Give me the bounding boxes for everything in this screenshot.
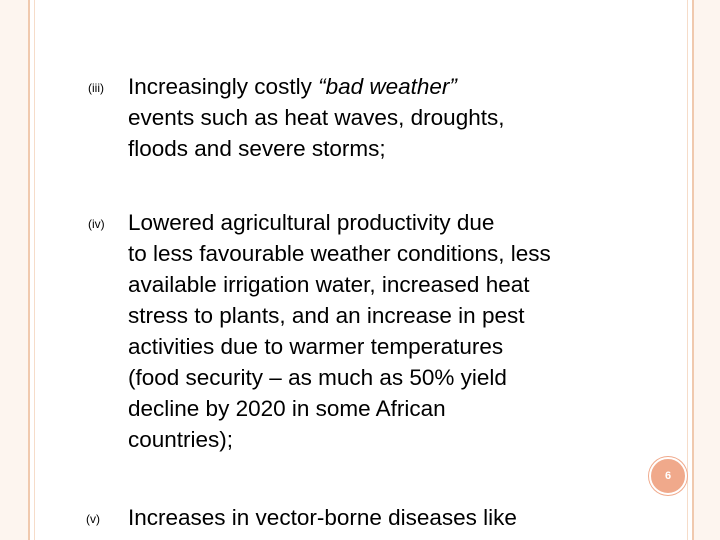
text-line: Increases in vector-borne diseases like — [128, 505, 517, 530]
text-line: to less favourable weather conditions, less — [128, 241, 551, 266]
quoted-phrase: “bad weather” — [318, 74, 457, 99]
list-marker: (iii) — [88, 81, 104, 95]
list-item-text — [128, 71, 608, 164]
text-line: events such as heat waves, droughts, — [128, 105, 505, 130]
list-marker: (iv) — [88, 217, 105, 231]
list-item-text — [128, 207, 608, 455]
text-line: floods and severe storms; — [128, 136, 386, 161]
text-line: available irrigation water, increased heat — [128, 272, 530, 297]
page-number-badge: 6 — [649, 457, 687, 495]
text-line: Increasingly costly “bad weather” — [128, 74, 457, 99]
text-line: decline by 2020 in some African — [128, 396, 446, 421]
text-line: activities due to warmer temperatures — [128, 334, 504, 359]
text-line: stress to plants, and an increase in pest — [128, 303, 525, 328]
text-line: Lowered agricultural productivity due — [128, 210, 495, 235]
list-item-text — [128, 502, 608, 533]
list-marker: (v) — [86, 512, 100, 526]
text-line: countries); — [128, 427, 234, 452]
text-line: (food security – as much as 50% yield — [128, 365, 507, 390]
